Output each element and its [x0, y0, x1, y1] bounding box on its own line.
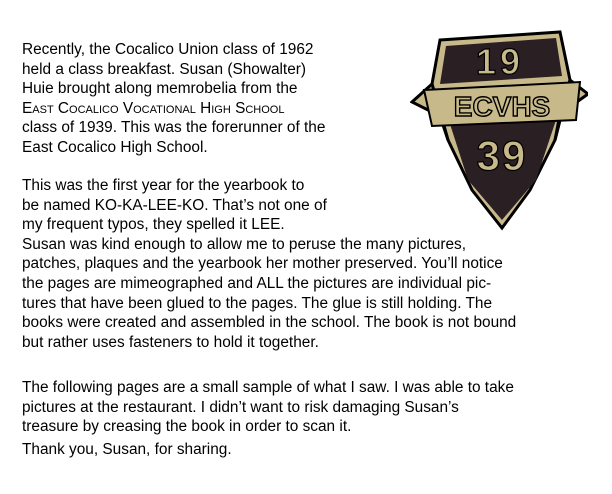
text-line: Thank you, Susan, for sharing.: [22, 441, 232, 458]
paragraph-thanks: [22, 440, 232, 460]
text-line: This was the first year for the yearbook to: [22, 177, 305, 194]
text-line: East Cocalico High School.: [22, 138, 208, 156]
badge-initials: ECVHS: [453, 91, 551, 122]
text-line: patches, plaques and the yearbook her mother preserved. You’ll notice: [22, 255, 503, 273]
text-line: pictures at the restaurant. I didn’t want to risk damaging Susan’s: [22, 398, 459, 416]
ecvhs-badge-image: [410, 20, 588, 234]
text-line: be named KO-KA-LEE-KO. That’s not one of: [22, 196, 327, 214]
paragraph-sample: [22, 378, 514, 437]
text-line: class of 1939. This was the forerunner of the: [22, 119, 326, 137]
text-line: treasure by creasing the book in order to scan it.: [22, 418, 352, 436]
text-line: but rather uses fasteners to hold it together.: [22, 333, 319, 351]
badge-year-top: 19: [475, 41, 525, 82]
paragraph-intro: [22, 40, 325, 158]
text-line: tures that have been glued to the pages. The glue is still holding. The: [22, 294, 493, 312]
text-line: my frequent typos, they spelled it LEE.: [22, 216, 285, 234]
text-line: The following pages are a small sample of what I saw. I was able to take: [22, 379, 514, 396]
school-name-text: East Cocalico Vocational High School: [22, 99, 285, 117]
badge-year-bottom: 39: [476, 132, 528, 179]
text-line: held a class breakfast. Susan (Showalter): [22, 60, 307, 78]
text-line: the pages are mimeographed and ALL the pictures are individual pic-: [22, 274, 492, 292]
text-line: Susan was kind enough to allow me to peruse the many pictures,: [22, 235, 467, 253]
text-line: Recently, the Cocalico Union class of 1962: [22, 41, 314, 58]
text-line: books were created and assembled in the school. The book is not bound: [22, 314, 517, 332]
text-line: Huie brought along memrobelia from the: [22, 80, 298, 98]
